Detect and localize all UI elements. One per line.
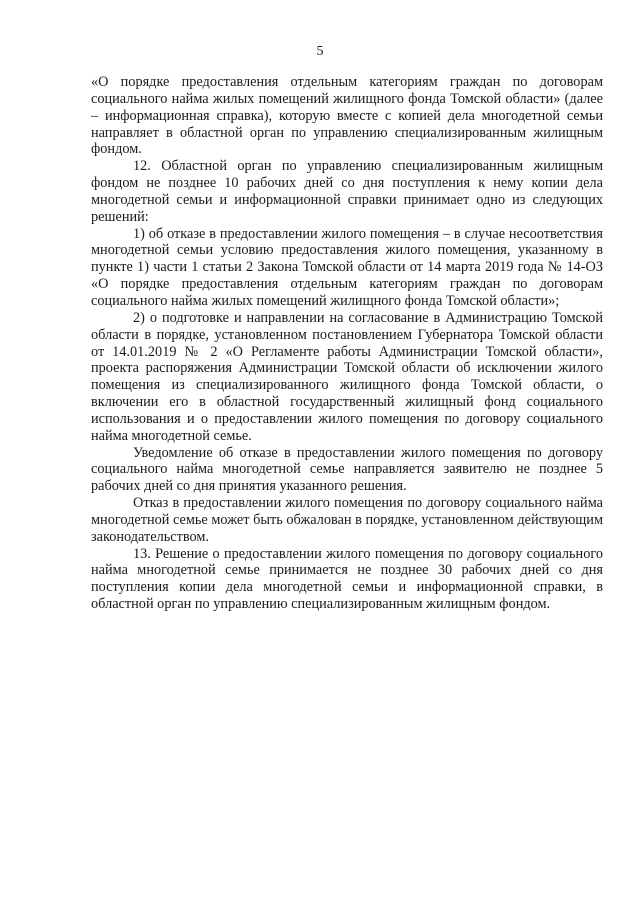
paragraph-appeal: Отказ в предоставлении жилого помещения по договору социального найма многодетной семье может быть обжалован в порядке, установленном действующим законодательством.	[91, 495, 603, 545]
document-body	[91, 74, 603, 613]
page-number: 5	[316, 44, 324, 59]
paragraph-refusal-notice: Уведомление об отказе в предоставлении жилого помещения по договору социального найма многодетной семье направляется заявителю не позднее 5 рабочих дней со дня принятия указанного решения.	[91, 444, 603, 495]
paragraph-continuation: «О порядке предоставления отдельным категориям граждан по договорам социального найма жилых помещений жилищного фонда Томской области» (далее – информационная справка), которую вместе с копией дела многодетной семьи направляет в областной орган по управлению специализированным жилищным фондом.	[91, 74, 603, 158]
paragraph-subitem-2: 2) о подготовке и направлении на согласование в Администрацию Томской области в порядке, установленном постановлением Губернатора Томской области от 14.01.2019 № 2 «О Регламенте работы Администрации Томской области», проекта распоряжения Администрации Томской области об исключении жилого помещения из специализированного жилищного фонда Томской области, о включении его в областной государственный жилищный фонд социального использования и о предоставлении жилого помещения по договору социального найма многодетной семье.	[91, 309, 603, 444]
paragraph-item-13: 13. Решение о предоставлении жилого помещения по договору социального найма многодетной семье принимается не позднее 30 рабочих дней со дня поступления копии дела многодетной семьи и информационной справки, в областной орган по управлению специализированным жилищным фондом.	[91, 545, 603, 613]
paragraph-subitem-1: 1) об отказе в предоставлении жилого помещения – в случае несоответствия многодетной семьи условию предоставления жилого помещения, указанному в пункте 1) части 1 статьи 2 Закона Томской области от 14 марта 2019 года № 14-ОЗ «О порядке предоставления отдельным категориям граждан по договорам социального найма жилых помещений жилищного фонда Томской области»;	[91, 225, 603, 309]
paragraph-item-12: 12. Областной орган по управлению специализированным жилищным фондом не позднее 10 рабочих дней со дня поступления к нему копии дела многодетной семьи и информационной справки принимает одно из следующих решений:	[91, 158, 603, 225]
